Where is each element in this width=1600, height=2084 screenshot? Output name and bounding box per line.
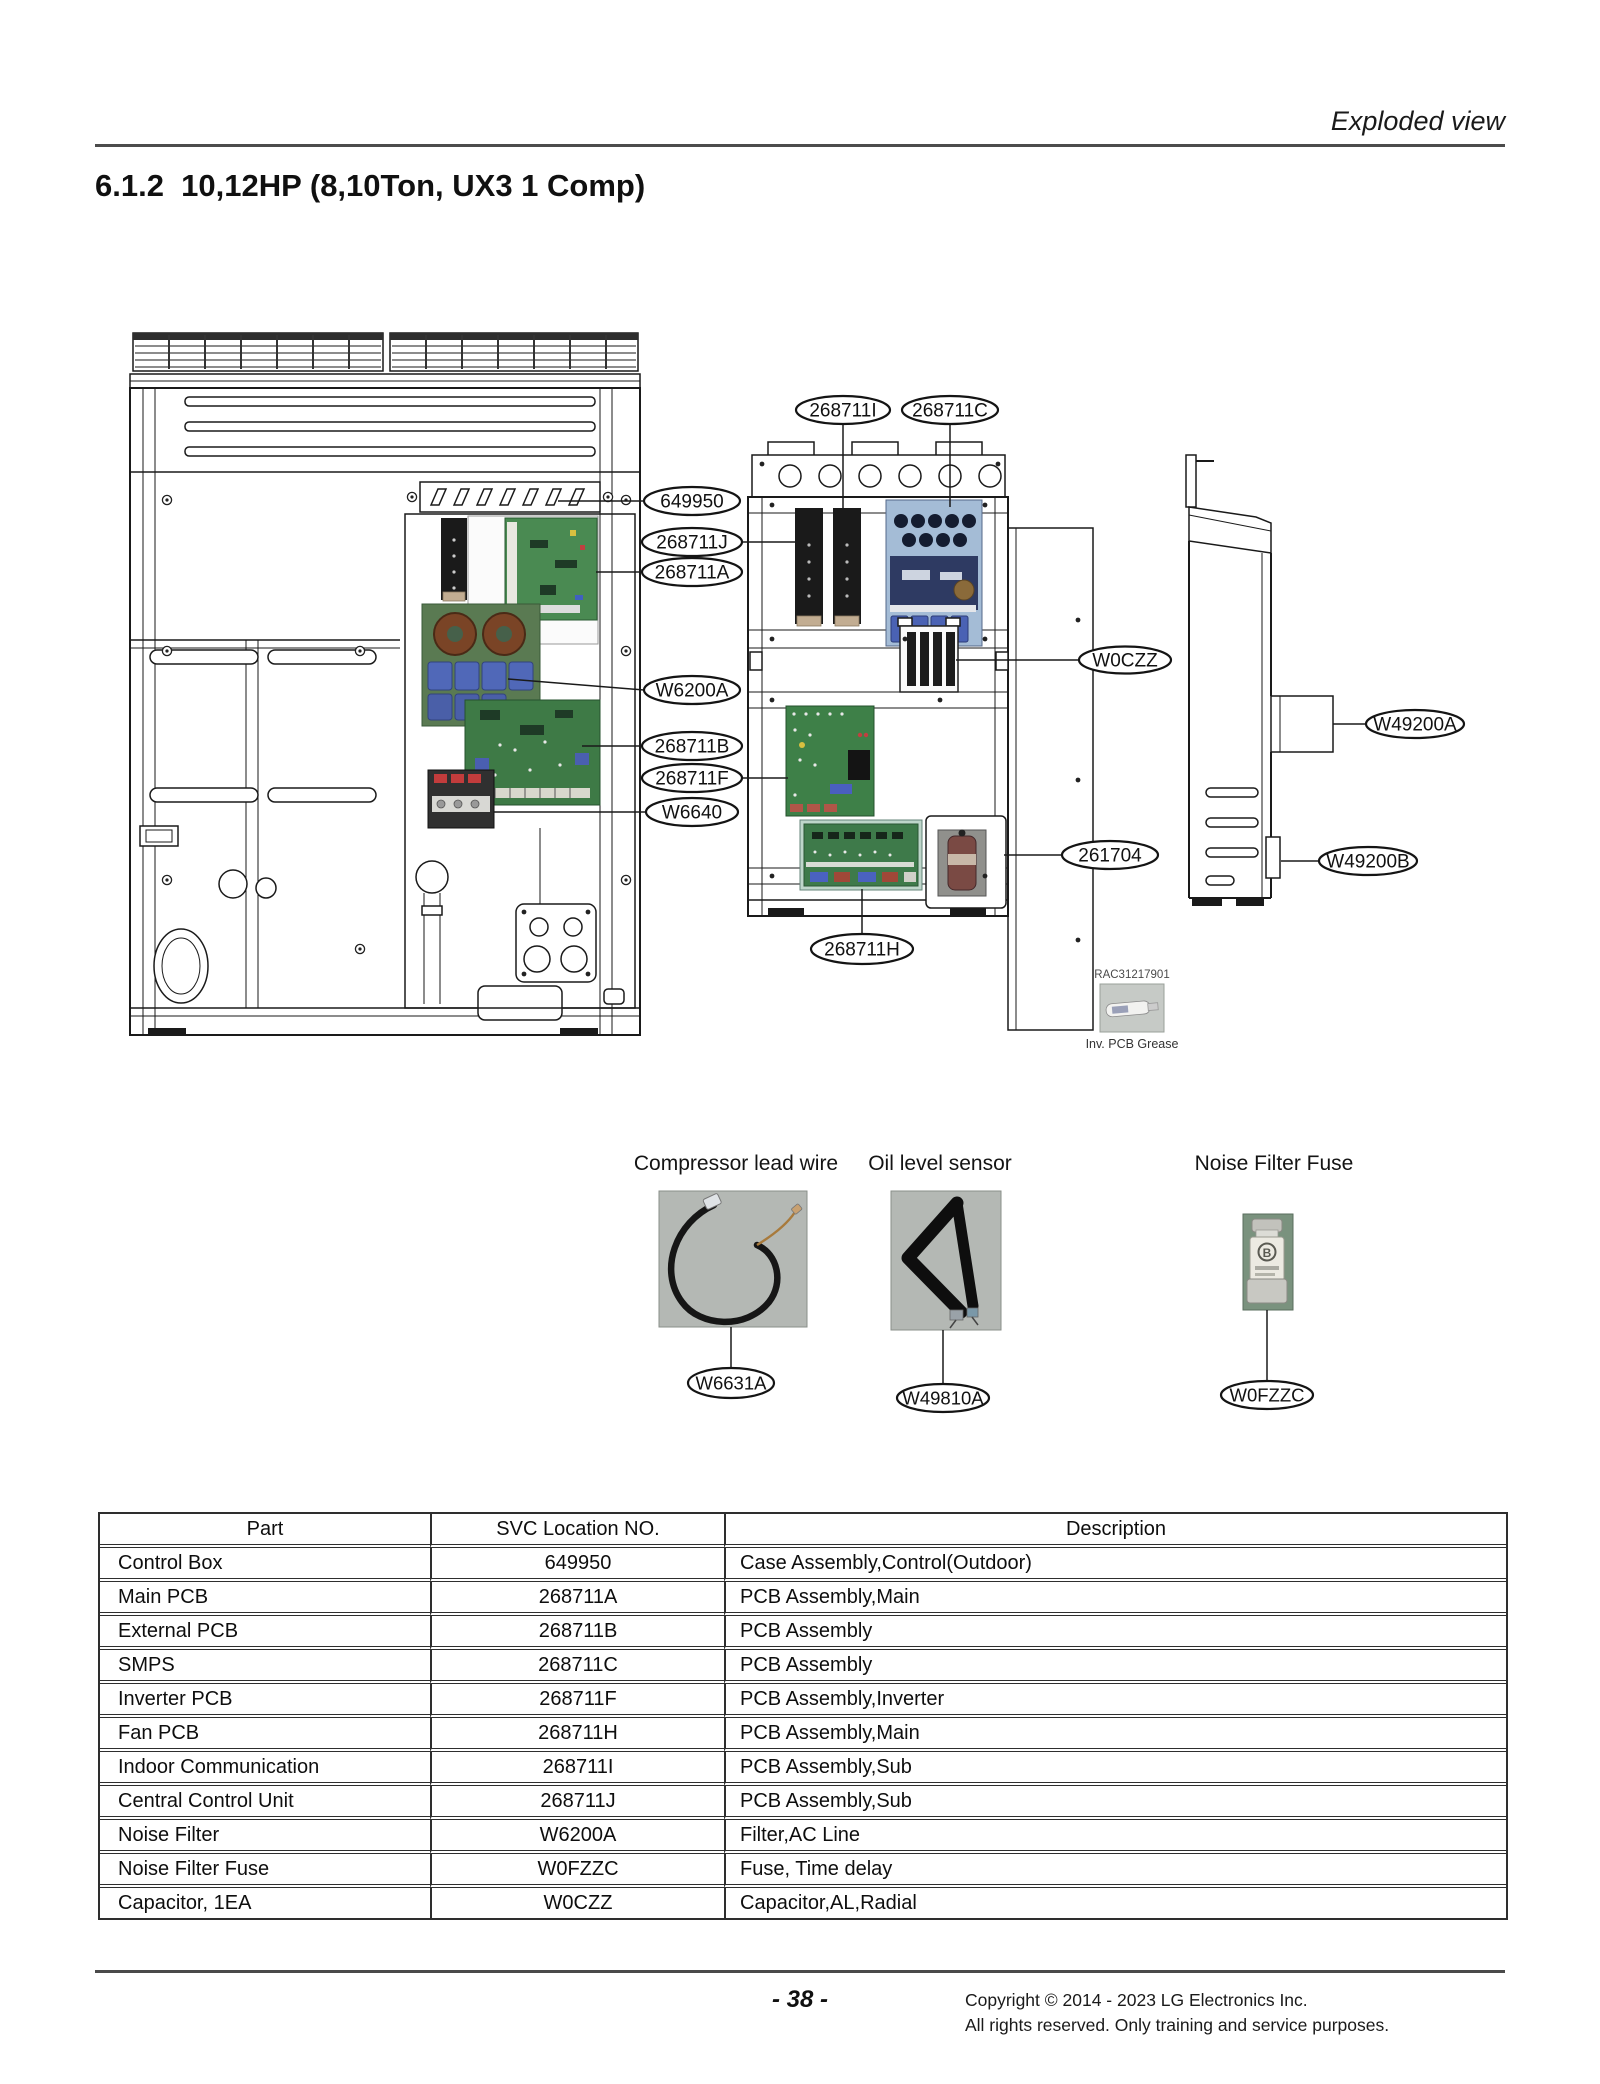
col-header-description: Description [724,1514,1506,1548]
table-row [100,1616,1506,1650]
callout-268711J [642,528,742,556]
col-header-svc-location: SVC Location NO. [430,1514,724,1548]
side-view-drawing [1186,455,1333,906]
svg-text:268711C: 268711C [912,400,988,422]
svg-text:W0FZZC: W0FZZC [1229,1384,1305,1406]
callout-W0CZZ [1079,647,1171,674]
callout-W6640 [646,798,738,826]
page-header-label: Exploded view [1330,106,1505,136]
part-cell: Inverter PCB [100,1684,430,1718]
terminal-block-photo [428,770,494,828]
desc-cell: Fuse, Time delay [724,1854,1506,1888]
part-cell: Capacitor, 1EA [118,1891,252,1914]
table-header-row [100,1514,1506,1548]
part-cell: Control Box [100,1548,430,1582]
table-row [100,1582,1506,1616]
table-row [100,1684,1506,1718]
table-row [100,1718,1506,1752]
table-row [100,1650,1506,1684]
svc-cell: 268711F [430,1684,724,1718]
svg-text:649950: 649950 [660,491,724,513]
part-cell: Central Control Unit [100,1786,430,1820]
desc-cell: PCB Assembly,Main [724,1582,1506,1616]
unit-top-grille-right [390,333,638,371]
copyright-line1: Copyright © 2014 - 2023 LG Electronics Inc. [965,1990,1308,2010]
table-row [100,1548,1506,1582]
callout-W6200A [644,676,740,704]
part-cell: Main PCB [100,1582,430,1616]
svc-cell: 268711C [430,1650,724,1684]
sensor-mount [1266,837,1280,878]
callout-W49200B [1319,847,1417,875]
callout-268711I [796,396,890,424]
svg-text:W0CZZ: W0CZZ [1092,650,1158,672]
svc-cell: 268711H [430,1718,724,1752]
control-box-assembly-drawing [748,442,1093,1030]
part-cell: Noise Filter [100,1820,430,1854]
part-cell: SMPS [100,1650,430,1684]
desc-cell: PCB Assembly,Inverter [724,1684,1506,1718]
svg-text:W49200A: W49200A [1373,714,1457,736]
noise-filter-fuse-photo [1243,1214,1293,1310]
table-row [100,1854,1506,1888]
grease-part-number: RAC31217901 [1094,969,1170,981]
copyright-notice [965,1988,1389,2038]
desc-cell: PCB Assembly,Sub [724,1752,1506,1786]
svc-cell: 268711A [430,1582,724,1616]
footer-rule [95,1970,1505,1973]
svg-text:W49200B: W49200B [1326,851,1410,873]
svc-cell: 268711J [430,1786,724,1820]
callout-649950 [644,487,740,515]
fuse-logo: B [1262,1246,1272,1260]
svc-cell: W0CZZ [430,1888,724,1918]
part-cell: Noise Filter Fuse [100,1854,430,1888]
compressor-lead-wire-photo [659,1191,807,1327]
col-header-part: Part [100,1514,430,1548]
inverter-pcb-photo [786,706,874,816]
desc-cell: PCB Assembly,Main [724,1718,1506,1752]
parts-table [98,1512,1508,1920]
desc-cell: Capacitor,AL,Radial [724,1888,1506,1918]
grease-photo [1100,984,1164,1032]
desc-cell: PCB Assembly,Sub [724,1786,1506,1820]
callout-261704 [1062,841,1158,869]
table-row [100,1786,1506,1820]
callout-268711B [642,732,742,760]
noise-filter-fuse-caption: Noise Filter Fuse [1194,1152,1354,1175]
svg-text:W6200A: W6200A [655,680,729,702]
desc-cell: PCB Assembly [724,1650,1506,1684]
fan-pcb-photo [800,820,922,890]
page-title: 6.1.2 10,12HP (8,10Ton, UX3 1 Comp) [95,168,646,203]
oil-level-sensor-photo [891,1191,1001,1330]
svc-cell: 268711I [430,1752,724,1786]
page-number: - 38 - [771,1986,828,2013]
svg-text:W6640: W6640 [661,802,723,824]
table-row [100,1752,1506,1786]
svg-text:268711B: 268711B [654,736,730,758]
part-cell: External PCB [100,1616,430,1650]
desc-cell: Filter,AC Line [724,1820,1506,1854]
callout-W49200A [1366,710,1464,738]
callout-W49810A [897,1384,989,1412]
callout-W0FZZC [1221,1381,1313,1409]
desc-cell: Case Assembly,Control(Outdoor) [724,1548,1506,1582]
svc-cell: 268711B [430,1616,724,1650]
oil-level-sensor-caption: Oil level sensor [868,1152,1012,1175]
compressor-lead-wire-caption: Compressor lead wire [633,1152,839,1175]
table-row [100,1820,1506,1854]
copyright-line2: All rights reserved. Only training and service purposes. [965,2015,1390,2035]
part-photos [634,1152,1353,1412]
callout-W6631A [688,1368,774,1398]
svg-text:268711F: 268711F [655,768,729,790]
svg-text:268711J: 268711J [656,532,728,554]
part-cell: Fan PCB [100,1718,430,1752]
table-row [100,1888,1506,1918]
callout-268711H [811,934,913,964]
svg-text:W6631A: W6631A [695,1372,767,1394]
callout-268711C [902,396,998,424]
capacitor-w0czz-drawing [898,618,960,692]
svg-text:268711A: 268711A [654,562,730,584]
svg-text:W49810A: W49810A [902,1387,984,1409]
part-cell: Indoor Communication [100,1752,430,1786]
callout-268711F [642,764,742,792]
unit-top-grille-left [133,333,383,371]
svc-cell: 649950 [430,1548,724,1582]
run-capacitor-photo [926,816,1006,908]
svg-text:268711I: 268711I [809,400,877,422]
svc-cell: W0FZZC [430,1854,724,1888]
desc-cell: PCB Assembly [724,1616,1506,1650]
svg-text:268711H: 268711H [824,939,900,961]
svc-cell: W6200A [430,1820,724,1854]
callout-268711A [642,558,742,586]
svg-text:261704: 261704 [1078,845,1142,867]
grease-caption: Inv. PCB Grease [1085,1037,1179,1051]
grease-item [1086,969,1179,1051]
